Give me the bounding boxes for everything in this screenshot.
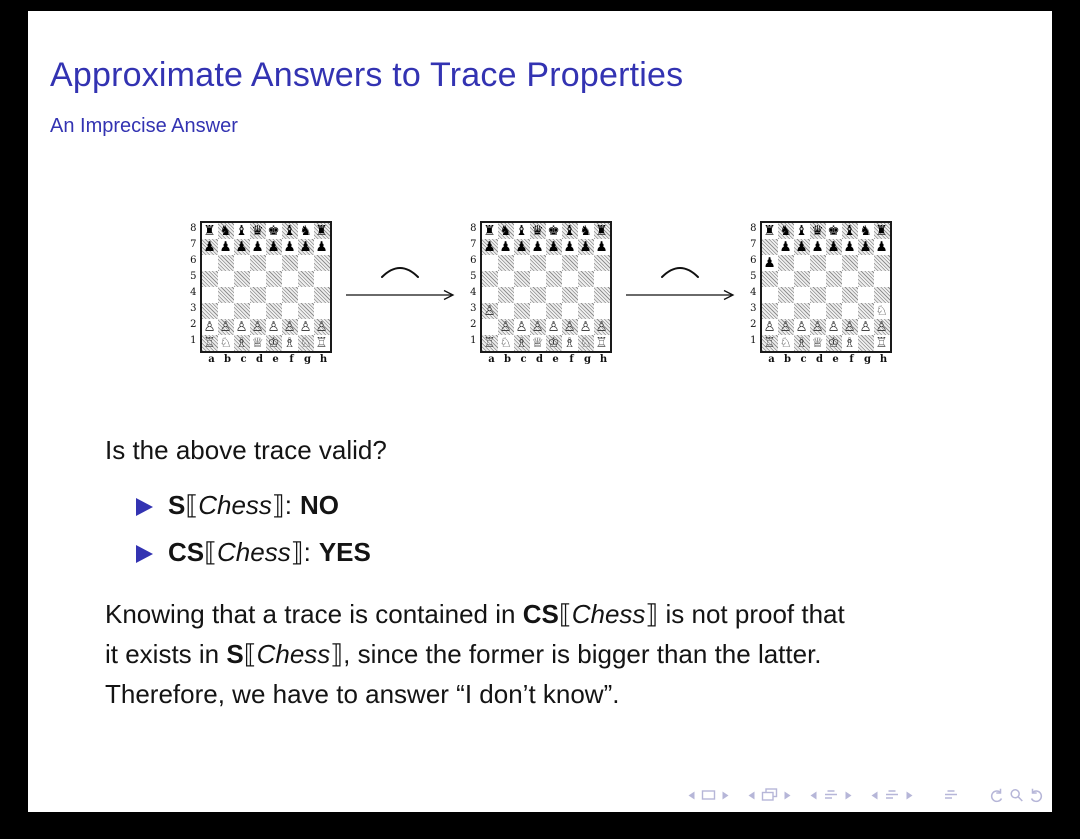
- board-square: [794, 271, 810, 287]
- board-square: [514, 287, 530, 303]
- board-square: [778, 287, 794, 303]
- board-square: [498, 271, 514, 287]
- closing-paragraph: [105, 595, 1010, 714]
- frame-icon[interactable]: [701, 789, 716, 801]
- chess-piece: ♟: [779, 239, 792, 255]
- chess-piece: ♙: [763, 319, 776, 335]
- chess-piece: ♗: [795, 335, 808, 351]
- chess-piece: ♖: [483, 335, 496, 351]
- chess-piece: ♜: [483, 223, 496, 239]
- redo-icon[interactable]: [1029, 788, 1046, 803]
- board-square: [874, 255, 890, 271]
- search-icon[interactable]: [1009, 788, 1024, 803]
- chess-piece: ♝: [515, 223, 528, 239]
- history-search-group: [987, 788, 1046, 803]
- chess-piece: ♜: [875, 223, 888, 239]
- chess-piece: ♘: [499, 335, 512, 351]
- chess-piece: ♝: [235, 223, 248, 239]
- rank-label: 1: [750, 335, 757, 346]
- file-label: e: [552, 354, 559, 365]
- board-square: [530, 287, 546, 303]
- board-square: [778, 303, 794, 319]
- file-label: f: [289, 354, 294, 365]
- file-label: a: [768, 354, 775, 365]
- chess-piece: ♙: [235, 319, 248, 335]
- chess-piece: ♙: [299, 319, 312, 335]
- rank-label: 2: [470, 319, 477, 330]
- board-square: [858, 335, 874, 351]
- board-square: [482, 287, 498, 303]
- chess-piece: ♚: [267, 223, 280, 239]
- chess-piece: ♛: [531, 223, 544, 239]
- rank-label: 8: [470, 223, 477, 234]
- board-square: [810, 287, 826, 303]
- triangle-bullet-icon: [136, 498, 153, 516]
- chess-piece: ♟: [547, 239, 560, 255]
- rank-label: 4: [470, 287, 477, 298]
- chess-piece: ♙: [595, 319, 608, 335]
- board-square: [594, 303, 610, 319]
- board-square: [218, 303, 234, 319]
- board-square: [842, 303, 858, 319]
- chess-piece: ♗: [563, 335, 576, 351]
- next-slide-icon[interactable]: [721, 790, 731, 801]
- slide-nav-group: [686, 789, 731, 801]
- next-section-icon[interactable]: [905, 790, 915, 801]
- chess-piece: ♟: [795, 239, 808, 255]
- board-square: [546, 255, 562, 271]
- board-square: [762, 303, 778, 319]
- board-square: [530, 255, 546, 271]
- chess-piece: ♟: [315, 239, 328, 255]
- chess-piece: ♛: [251, 223, 264, 239]
- chess-piece: ♟: [267, 239, 280, 255]
- board-square: [218, 255, 234, 271]
- rank-label: 7: [190, 239, 197, 250]
- chess-piece: ♟: [299, 239, 312, 255]
- chessboard-1: [189, 221, 332, 365]
- undo-icon[interactable]: [987, 788, 1004, 803]
- board-square: [794, 255, 810, 271]
- chess-piece: ♖: [203, 335, 216, 351]
- board-square: [266, 271, 282, 287]
- rank-label: 5: [750, 271, 757, 282]
- chess-piece: ♟: [859, 239, 872, 255]
- board-square: [762, 239, 778, 255]
- chess-piece: ♝: [843, 223, 856, 239]
- chess-piece: ♟: [531, 239, 544, 255]
- chess-piece: ♙: [203, 319, 216, 335]
- board-square: [250, 303, 266, 319]
- board-square: [234, 303, 250, 319]
- chess-piece: ♖: [315, 335, 328, 351]
- chess-piece: ♙: [779, 319, 792, 335]
- board-square: [562, 303, 578, 319]
- chess-piece: ♝: [283, 223, 296, 239]
- chess-piece: ♙: [315, 319, 328, 335]
- board-square: [482, 271, 498, 287]
- file-label: g: [304, 354, 311, 365]
- rank-label: 1: [470, 335, 477, 346]
- paragraph-line: it exists in S⟦Chess⟧, since the former is bigger than the latter.: [105, 639, 822, 670]
- board-square: [826, 303, 842, 319]
- board-square: [498, 287, 514, 303]
- chess-piece: ♙: [795, 319, 808, 335]
- board-square: [266, 287, 282, 303]
- board-square: [250, 287, 266, 303]
- chess-piece: ♖: [875, 335, 888, 351]
- board-square: [810, 255, 826, 271]
- file-label: a: [488, 354, 495, 365]
- board-square: [858, 287, 874, 303]
- rank-label: 1: [190, 335, 197, 346]
- chess-piece: ♙: [499, 319, 512, 335]
- chess-piece: ♟: [595, 239, 608, 255]
- chess-piece: ♙: [563, 319, 576, 335]
- frame-nav-group: [746, 788, 793, 802]
- file-label: f: [569, 354, 574, 365]
- chess-piece: ♟: [579, 239, 592, 255]
- rank-label: 3: [470, 303, 477, 314]
- chess-piece: ♘: [299, 335, 312, 351]
- chess-piece: ♜: [595, 223, 608, 239]
- chess-piece: ♟: [843, 239, 856, 255]
- chess-piece: ♟: [251, 239, 264, 255]
- board-square: [234, 287, 250, 303]
- board-square: [202, 303, 218, 319]
- board-square: [562, 271, 578, 287]
- file-label: b: [224, 354, 231, 365]
- board-square: [842, 287, 858, 303]
- board-square: [778, 255, 794, 271]
- chess-piece: ♟: [499, 239, 512, 255]
- rank-label: 8: [750, 223, 757, 234]
- board-square: [282, 287, 298, 303]
- board-square: [530, 303, 546, 319]
- transition-arrow: [612, 243, 749, 307]
- board-square: [858, 271, 874, 287]
- slide-title: Approximate Answers to Trace Properties: [50, 56, 684, 94]
- file-label: a: [208, 354, 215, 365]
- board-square: [514, 271, 530, 287]
- board-square: [282, 255, 298, 271]
- board-square: [794, 287, 810, 303]
- chess-piece: ♝: [563, 223, 576, 239]
- board-square: [266, 303, 282, 319]
- board-square: [594, 255, 610, 271]
- board-square: [298, 303, 314, 319]
- chess-piece: ♚: [827, 223, 840, 239]
- chess-piece: ♙: [827, 319, 840, 335]
- transition-arc-icon: [382, 268, 418, 277]
- chess-piece: ♟: [203, 239, 216, 255]
- board-square: [762, 271, 778, 287]
- chess-piece: ♙: [547, 319, 560, 335]
- chess-piece: ♗: [515, 335, 528, 351]
- slide-subtitle: An Imprecise Answer: [50, 115, 238, 137]
- board-square: [298, 271, 314, 287]
- chess-piece: ♘: [579, 335, 592, 351]
- board-square: [482, 319, 498, 335]
- section-outline-icon[interactable]: [823, 789, 839, 802]
- chess-piece: ♗: [843, 335, 856, 351]
- board-square: [762, 287, 778, 303]
- board-square: [530, 271, 546, 287]
- board-square: [826, 271, 842, 287]
- board-square: [858, 303, 874, 319]
- chess-piece: ♞: [499, 223, 512, 239]
- board-square: [578, 255, 594, 271]
- chess-piece: ♙: [483, 303, 496, 319]
- rank-label: 6: [190, 255, 197, 266]
- next-frame-icon[interactable]: [783, 790, 793, 801]
- chess-piece: ♘: [219, 335, 232, 351]
- board-square: [202, 255, 218, 271]
- appendix-outline-icon[interactable]: [943, 789, 959, 802]
- chess-piece: ♗: [235, 335, 248, 351]
- chess-piece: ♞: [579, 223, 592, 239]
- board-square: [314, 303, 330, 319]
- file-label: d: [816, 354, 823, 365]
- board-square: [498, 255, 514, 271]
- chess-piece: ♞: [859, 223, 872, 239]
- file-label: c: [800, 354, 807, 365]
- chess-piece: ♙: [579, 319, 592, 335]
- chess-piece: ♜: [763, 223, 776, 239]
- chess-piece: ♟: [235, 239, 248, 255]
- chess-piece: ♞: [219, 223, 232, 239]
- file-label: b: [784, 354, 791, 365]
- board-square: [874, 271, 890, 287]
- board-square: [826, 255, 842, 271]
- paragraph-line: Therefore, we have to answer “I don’t know”.: [105, 679, 620, 709]
- chess-piece: ♟: [875, 239, 888, 255]
- board-square: [810, 271, 826, 287]
- section-nav-group: [869, 789, 915, 802]
- board-square: [778, 271, 794, 287]
- file-label: h: [879, 354, 888, 365]
- rank-label: 7: [750, 239, 757, 250]
- board-square: [594, 271, 610, 287]
- chess-piece: ♕: [811, 335, 824, 351]
- prev-frame-icon[interactable]: [746, 790, 756, 801]
- board-square: [546, 287, 562, 303]
- chess-piece: ♙: [875, 319, 888, 335]
- rank-label: 6: [470, 255, 477, 266]
- board-square: [794, 303, 810, 319]
- board-square: [842, 271, 858, 287]
- chess-piece: ♞: [779, 223, 792, 239]
- chess-piece: ♖: [595, 335, 608, 351]
- rank-label: 3: [750, 303, 757, 314]
- rank-label: 4: [750, 287, 757, 298]
- board-square: [202, 287, 218, 303]
- board-square: [514, 303, 530, 319]
- chess-piece: ♜: [203, 223, 216, 239]
- chess-piece: ♙: [859, 319, 872, 335]
- chess-piece: ♟: [483, 239, 496, 255]
- board-square: [298, 287, 314, 303]
- chess-piece: ♖: [763, 335, 776, 351]
- board-square: [858, 255, 874, 271]
- board-square: [282, 271, 298, 287]
- rank-label: 2: [750, 319, 757, 330]
- question-text: Is the above trace valid?: [105, 435, 387, 465]
- file-label: d: [256, 354, 263, 365]
- chess-piece: ♟: [827, 239, 840, 255]
- chess-piece: ♘: [875, 303, 888, 319]
- board-square: [218, 287, 234, 303]
- board-square: [250, 271, 266, 287]
- triangle-bullet-icon: [136, 545, 153, 563]
- answer-yes: YES: [318, 537, 371, 567]
- subsection-outline-icon[interactable]: [884, 789, 900, 802]
- appendix-group: [943, 789, 959, 802]
- board-square: [810, 303, 826, 319]
- chess-piece: ♙: [283, 319, 296, 335]
- file-label: f: [849, 354, 854, 365]
- chess-piece: ♔: [827, 335, 840, 351]
- chess-piece: ♞: [299, 223, 312, 239]
- chess-piece: ♟: [763, 255, 776, 271]
- chess-piece: ♙: [843, 319, 856, 335]
- board-square: [234, 255, 250, 271]
- chess-piece: ♛: [811, 223, 824, 239]
- chess-piece: ♔: [267, 335, 280, 351]
- file-label: g: [864, 354, 871, 365]
- chess-piece: ♕: [251, 335, 264, 351]
- chess-piece: ♔: [547, 335, 560, 351]
- chess-piece: ♜: [315, 223, 328, 239]
- beamer-navigation-bar: [671, 784, 1046, 806]
- board-square: [234, 271, 250, 287]
- chess-piece: ♘: [779, 335, 792, 351]
- file-label: h: [319, 354, 328, 365]
- chess-piece: ♙: [515, 319, 528, 335]
- board-square: [482, 255, 498, 271]
- chessboard-2: [469, 221, 612, 365]
- chess-piece: ♟: [563, 239, 576, 255]
- board-square: [578, 287, 594, 303]
- board-square: [314, 255, 330, 271]
- board-square: [578, 271, 594, 287]
- chess-piece: ♗: [283, 335, 296, 351]
- rank-label: 6: [750, 255, 757, 266]
- board-square: [546, 303, 562, 319]
- chess-piece: ♟: [811, 239, 824, 255]
- rank-label: 7: [470, 239, 477, 250]
- chess-piece: ♙: [531, 319, 544, 335]
- board-square: [826, 287, 842, 303]
- rank-label: 4: [190, 287, 197, 298]
- answer-no: NO: [300, 490, 340, 520]
- bullet-item-cs-semantics: [136, 537, 371, 568]
- rank-label: 3: [190, 303, 197, 314]
- board-square: [218, 271, 234, 287]
- board-square: [266, 255, 282, 271]
- rank-label: 2: [190, 319, 197, 330]
- file-label: c: [520, 354, 527, 365]
- file-label: d: [536, 354, 543, 365]
- subsection-nav-group: [808, 789, 854, 802]
- prev-subsection-icon[interactable]: [808, 790, 818, 801]
- chess-piece: ♟: [515, 239, 528, 255]
- chessboard-3: [749, 221, 892, 365]
- chess-piece: ♕: [531, 335, 544, 351]
- file-label: c: [240, 354, 247, 365]
- transition-arc-icon: [662, 268, 698, 277]
- prev-section-icon[interactable]: [869, 790, 879, 801]
- board-square: [562, 255, 578, 271]
- rank-label: 5: [470, 271, 477, 282]
- board-square: [282, 303, 298, 319]
- next-subsection-icon[interactable]: [844, 790, 854, 801]
- board-square: [314, 287, 330, 303]
- board-square: [514, 255, 530, 271]
- prev-slide-icon[interactable]: [686, 790, 696, 801]
- board-square: [578, 303, 594, 319]
- bullet-text: S⟦Chess⟧: NO: [168, 490, 340, 521]
- slide: [28, 11, 1052, 812]
- board-square: [842, 255, 858, 271]
- board-square: [298, 255, 314, 271]
- bullet-list: [136, 490, 371, 568]
- chess-piece: ♝: [795, 223, 808, 239]
- board-square: [562, 287, 578, 303]
- chess-piece: ♙: [267, 319, 280, 335]
- board-square: [250, 255, 266, 271]
- board-square: [314, 271, 330, 287]
- frames-icon[interactable]: [761, 788, 778, 802]
- rank-label: 5: [190, 271, 197, 282]
- chess-trace: [28, 221, 1052, 365]
- rank-label: 8: [190, 223, 197, 234]
- chess-piece: ♙: [219, 319, 232, 335]
- file-label: h: [599, 354, 608, 365]
- board-square: [498, 303, 514, 319]
- board-square: [546, 271, 562, 287]
- chess-piece: ♙: [251, 319, 264, 335]
- chess-piece: ♟: [283, 239, 296, 255]
- paragraph-line: Knowing that a trace is contained in CS⟦Chess⟧ is not proof that: [105, 599, 845, 630]
- board-square: [202, 271, 218, 287]
- file-label: e: [272, 354, 279, 365]
- file-label: g: [584, 354, 591, 365]
- file-label: b: [504, 354, 511, 365]
- chess-piece: ♚: [547, 223, 560, 239]
- chess-piece: ♟: [219, 239, 232, 255]
- bullet-item-s-semantics: [136, 490, 371, 521]
- bullet-text: CS⟦Chess⟧: YES: [168, 537, 371, 568]
- transition-arrow: [332, 243, 469, 307]
- board-square: [874, 287, 890, 303]
- file-label: e: [832, 354, 839, 365]
- board-square: [594, 287, 610, 303]
- chess-piece: ♙: [811, 319, 824, 335]
